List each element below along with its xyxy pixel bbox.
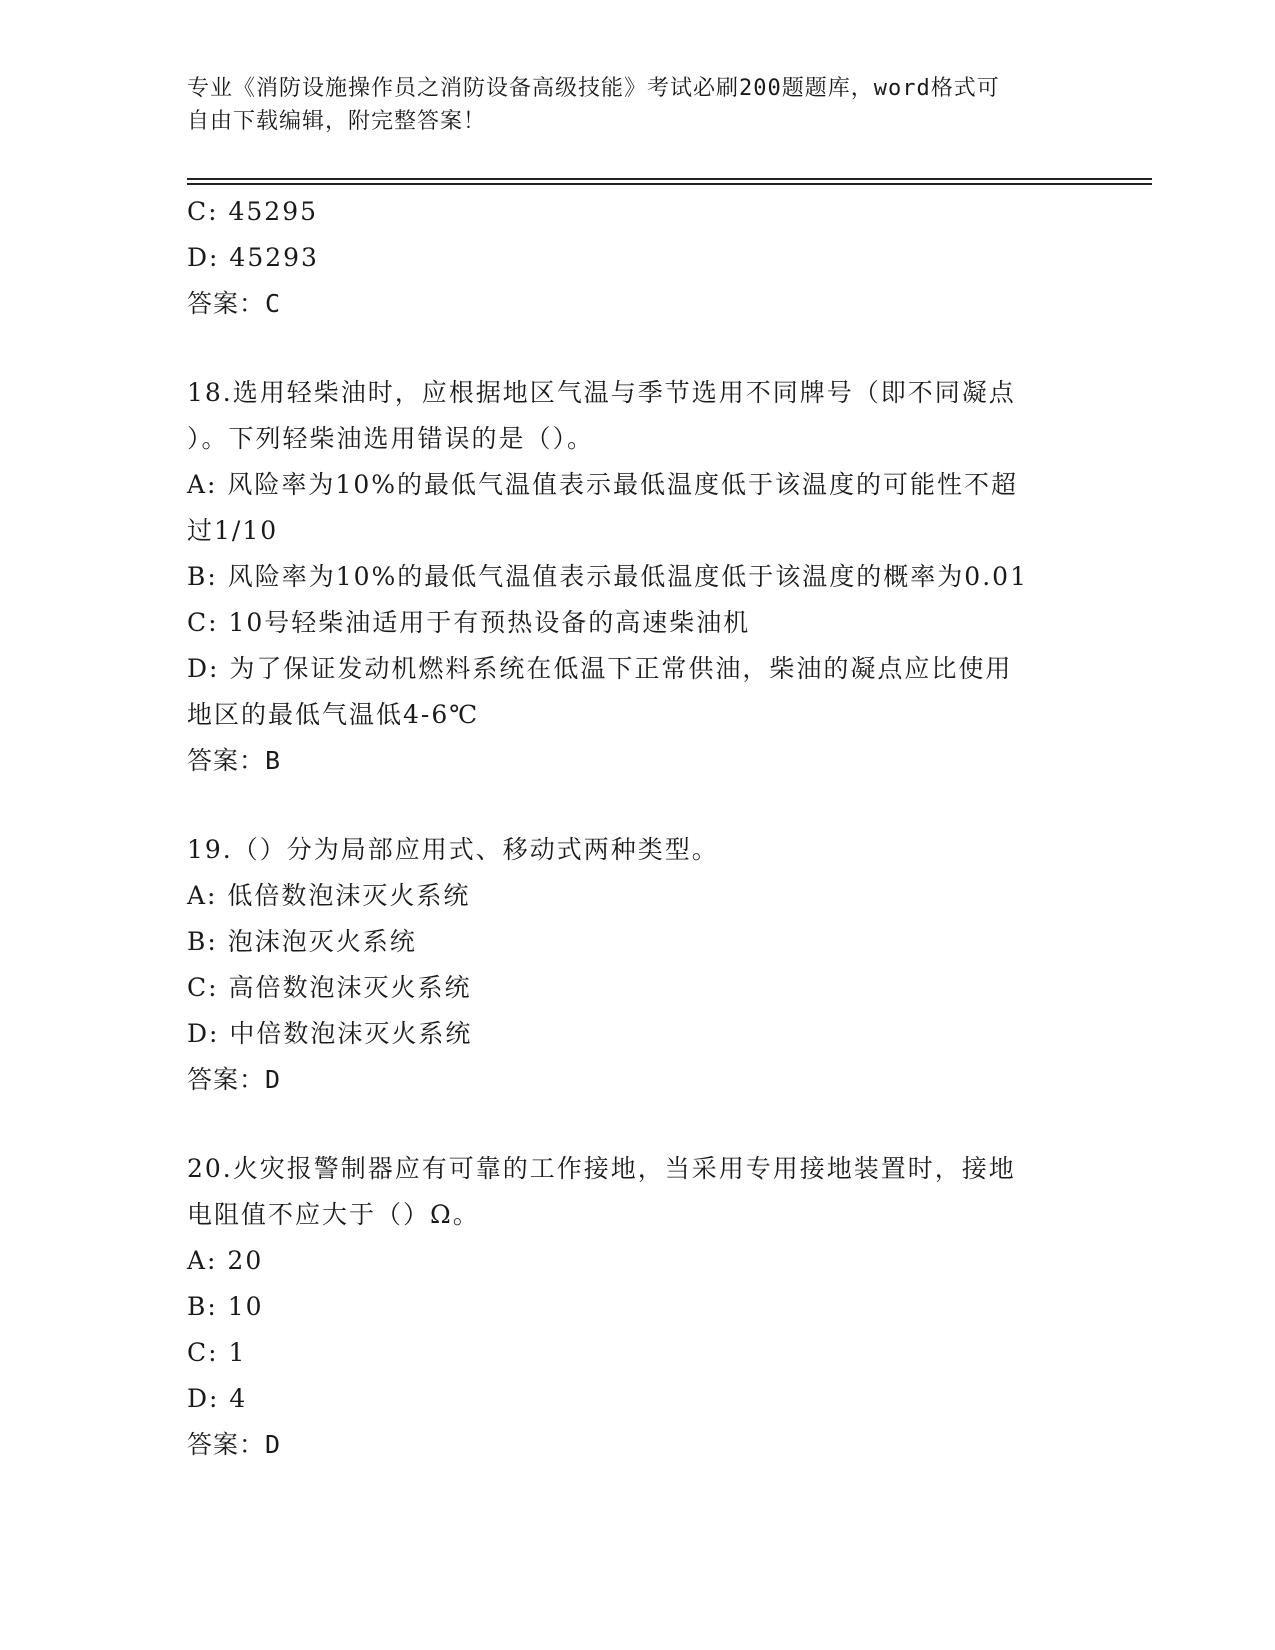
question-spacer bbox=[187, 784, 1067, 827]
option-d: D: 为了保证发动机燃料系统在低温下正常供油，柴油的凝点应比使用 bbox=[187, 654, 1013, 683]
option-d: D: 45293 bbox=[187, 243, 319, 272]
answer-line: 答案：C bbox=[187, 289, 282, 318]
question-block-18 bbox=[187, 370, 1067, 784]
question-stem-line: 18.选用轻柴油时，应根据地区气温与季节选用不同牌号（即不同凝点 bbox=[187, 378, 1016, 407]
header-divider-bottom bbox=[187, 183, 1152, 185]
question-spacer bbox=[187, 1103, 1067, 1146]
question-stem-line: 电阻值不应大于（）Ω。 bbox=[187, 1200, 480, 1229]
option-b: B: 泡沫泡灭火系统 bbox=[187, 927, 417, 956]
header-line-2: 自由下载编辑，附完整答案！ bbox=[187, 109, 487, 134]
option-b: B: 风险率为10%的最低气温值表示最低温度低于该温度的概率为0.01 bbox=[187, 562, 1028, 591]
question-stem-line: 19.（）分为局部应用式、移动式两种类型。 bbox=[187, 835, 719, 864]
document-header bbox=[187, 72, 1067, 138]
question-spacer bbox=[187, 327, 1067, 370]
question-list bbox=[187, 189, 1067, 1468]
answer-line: 答案：D bbox=[187, 1065, 282, 1094]
option-a: A: 风险率为10%的最低气温值表示最低温度低于该温度的可能性不超 bbox=[187, 470, 1018, 499]
option-a: A: 低倍数泡沫灭火系统 bbox=[187, 881, 471, 910]
question-block-20 bbox=[187, 1146, 1067, 1468]
option-b: B: 10 bbox=[187, 1292, 264, 1321]
question-block-17-tail bbox=[187, 189, 1067, 327]
option-d-continued: 地区的最低气温低4-6℃ bbox=[187, 700, 480, 729]
question-block-19 bbox=[187, 827, 1067, 1103]
answer-line: 答案：B bbox=[187, 746, 282, 775]
answer-line: 答案：D bbox=[187, 1430, 282, 1459]
option-a: A: 20 bbox=[187, 1246, 264, 1275]
option-d: D: 4 bbox=[187, 1384, 248, 1413]
option-c: C: 10号轻柴油适用于有预热设备的高速柴油机 bbox=[187, 608, 751, 637]
option-a-continued: 过1/10 bbox=[187, 516, 279, 545]
option-c: C: 1 bbox=[187, 1338, 247, 1367]
option-c: C: 45295 bbox=[187, 197, 319, 226]
header-line-1: 专业《消防设施操作员之消防设备高级技能》考试必刷200题题库，word格式可 bbox=[187, 76, 1000, 101]
option-d: D: 中倍数泡沫灭火系统 bbox=[187, 1019, 473, 1048]
header-divider-top bbox=[187, 178, 1152, 180]
question-stem-line: 20.火灾报警制器应有可靠的工作接地，当采用专用接地装置时，接地 bbox=[187, 1154, 1016, 1183]
question-stem-line: ）。下列轻柴油选用错误的是（）。 bbox=[187, 424, 595, 453]
option-c: C: 高倍数泡沫灭火系统 bbox=[187, 973, 472, 1002]
